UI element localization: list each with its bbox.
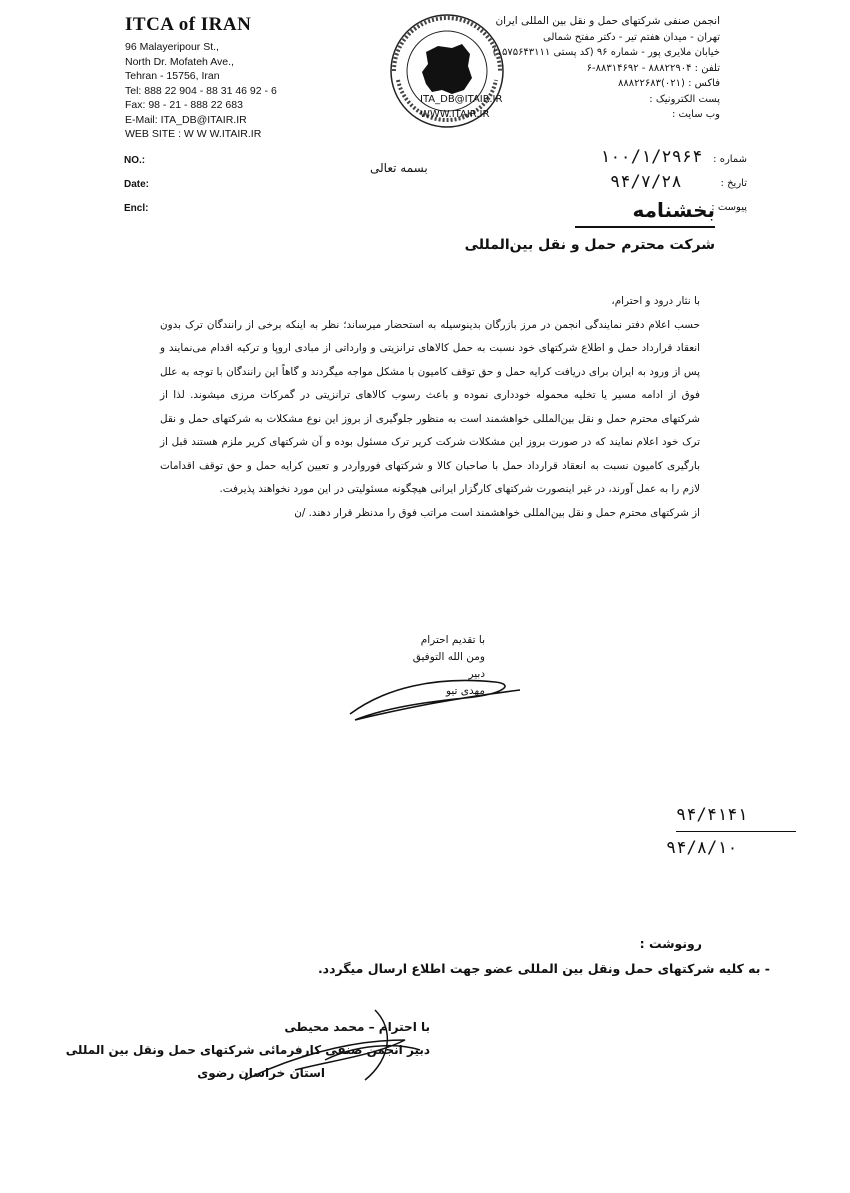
website-line: WEB SITE : W W W.ITAIR.IR — [125, 128, 262, 140]
letter-date: ۹۴/۷/۲۸ — [610, 172, 682, 192]
closing: با تقدیم احترام — [420, 634, 485, 646]
address-line-3: Tehran - 15756, Iran — [125, 70, 220, 82]
cc-title: رونوشت : — [639, 936, 702, 951]
signer-role: دبیر — [468, 668, 485, 680]
receipt-number: ۹۴/۴۱۴۱ — [676, 805, 748, 825]
no-label-fa: شماره : — [713, 154, 747, 165]
title-underline — [575, 226, 715, 228]
letter-number: ۱۰۰/۱/۲۹۶۴ — [600, 147, 703, 167]
no-label: NO.: — [124, 155, 146, 166]
web-fa: WWW.ITAIR.IR — [420, 109, 490, 120]
letterhead-fa — [420, 14, 720, 123]
sig2-line-1: با احترام – محمد محیطی — [284, 1020, 430, 1034]
sig2-line-2: دبیر انجمن صنفی کارفرمائی شرکتهای حمل ونقل بین المللی — [65, 1043, 430, 1057]
greeting: با نثار درود و احترام، — [611, 295, 700, 307]
tel-fa: تلفن : ۸۸۸۲۲۹۰۴ - ۸۸۳۱۴۶۹۲-۶ — [586, 62, 720, 74]
recipient: شرکت محترم حمل و نقل بین‌المللی — [464, 237, 715, 253]
closing-wish: ومن الله التوفیق — [412, 651, 485, 663]
date-label-fa: تاریخ : — [720, 178, 747, 189]
email-fa: ITA_DB@ITAIR.IR — [420, 93, 503, 105]
email-line: E-Mail: ITA_DB@ITAIR.IR — [125, 113, 247, 126]
fax-fa: فاکس : (۰۲۱)۸۸۸۲۲۶۸۳ — [618, 78, 720, 89]
letterhead-en — [125, 14, 355, 142]
address-line-1: 96 Malayeripour St., — [125, 41, 219, 53]
date-label: Date: — [124, 179, 150, 190]
body-paragraph-2: از شرکتهای محترم حمل و نقل بین‌المللی خواهشمند است مراتب فوق را مدنظر قرار دهند. /ن — [294, 506, 700, 519]
address-fa-2: خیابان ملایری پور - شماره ۹۶ (کد پستی ۱۵۷۵۶۴۳۱۱۱) — [492, 47, 720, 58]
receipt-stamp — [666, 805, 796, 858]
tel-line: Tel: 888 22 904 - 88 31 46 92 - 6 — [125, 84, 277, 97]
email-row-fa — [420, 92, 720, 108]
receipt-date: ۹۴/۸/۱۰ — [666, 838, 738, 858]
body-paragraph-1: حسب اعلام دفتر نمایندگی انجمن در مرز بازرگان بدینوسیله به استحضار میرساند؛ نظر به اینکه برخی از رانندگان ترک بدون انعقاد قرارداد حمل و اطلاع شرکتهای خود نسبت به حمل کالاهای ترانزیتی و وارداتی از مبادی اروپا و ترکیه اقدام می‌نمایند و پس از ورود به ایران برای دریافت کرایه حمل و حق توقف کامیون با مشکل مواجه میگردند و گاهاً این رانندگان با توجه به علل فوق از ادامه مسیر یا تخلیه محموله خودداری نموده و باعث رسوب کالاهای ترانزیتی در گمرکات مرزی میشوند. لذا از شرکتهای محترم حمل و نقل بین‌المللی خواهشمند است به منظور جلوگیری از بروز این نوع مشکلات به شرکتهای حمل و نقل ترک خود اعلام نمایند که در صورت بروز این مشکلات شرکت کریر ترک مسئول بوده و آن شرکتهای کریر ملزم هستند قبل از بارگیری کامیون نسبت به انعقاد قرارداد حمل با صاحبان کالا و شرکتهای فورواردر و تعیین کرایه حمل و حق توقف اقدامات لازم را به عمل آورند، در غیر اینصورت شرکتهای کارگزار ایرانی هیچگونه مسئولیتی در این مورد نخواهند پذیرفت. — [160, 318, 700, 495]
signer-name: مهدی تیو — [445, 685, 485, 697]
address-line-2: North Dr. Mofateh Ave., — [125, 55, 234, 68]
encl-label-fa: پیوست : — [711, 202, 747, 213]
email-label-fa: پست الکترونیک : — [649, 93, 720, 105]
org-name-fa: انجمن صنفی شرکتهای حمل و نقل بین المللی ایران — [495, 15, 720, 27]
address-fa-1: تهران - میدان هفتم تیر - دکتر مفتح شمالی — [543, 31, 720, 43]
bismillah: بسمه تعالی — [370, 161, 428, 175]
web-row-fa — [420, 107, 720, 123]
org-name-en: ITCA of IRAN — [125, 14, 252, 35]
receipt-divider — [676, 831, 796, 832]
document-title: بخشنامه — [632, 198, 715, 222]
fax-line: Fax: 98 - 21 - 888 22 683 — [125, 99, 243, 111]
encl-label: Encl: — [124, 203, 149, 214]
sig2-line-3: استان خراسان رضوی — [197, 1066, 325, 1080]
letter-body — [160, 290, 700, 525]
web-label-fa: وب سایت : — [672, 109, 720, 120]
handwritten-signature-1 — [345, 668, 525, 728]
cc-item: - به کلیه شرکتهای حمل ونقل بین المللی عضو جهت اطلاع ارسال میگردد. — [317, 961, 770, 976]
handwritten-signature-2 — [225, 1000, 425, 1090]
